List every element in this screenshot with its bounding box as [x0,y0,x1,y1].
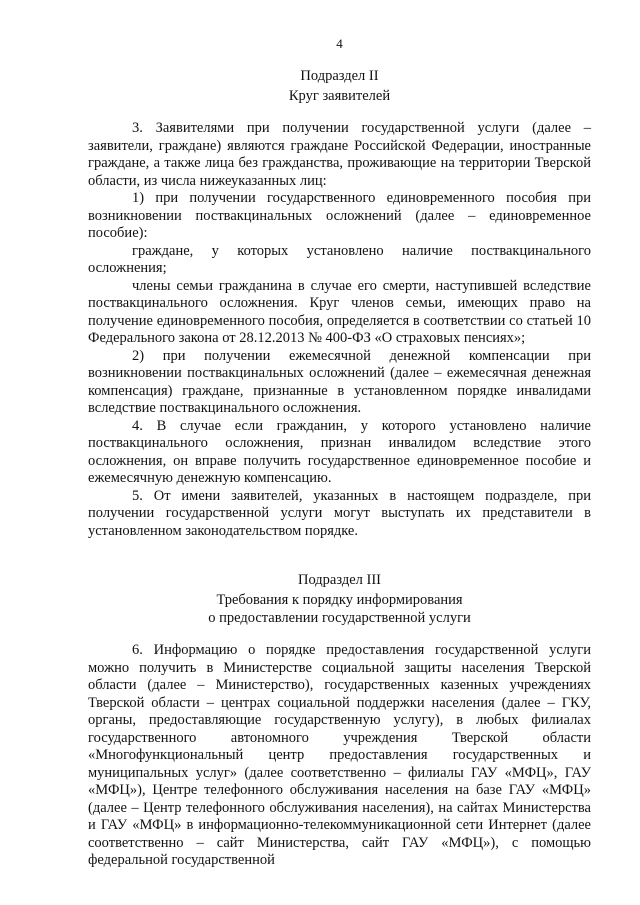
page-number: 4 [336,36,343,51]
paragraph-3-1: 1) при получении государственного единовременного пособия при возникновении поствакцинальных осложнений (далее – единовременное пособие): [88,190,591,241]
paragraph-3-2: 2) при получении ежемесячной денежной компенсации при возникновении поствакцинальных осложнений (далее – ежемесячная денежная компенсация) граждане, признанные в установленном порядке инвалидами вследствие поствакцинального осложнения. [88,347,591,416]
section-2-title: Круг заявителей [288,88,391,104]
paragraph-4: 4. В случае если гражданин, у которого установлено наличие поствакцинального осложнения, признан инвалидом вследствие этого осложнения, он вправе получить государственное единовременное пособие и ежемесячную денежную компенсацию. [88,417,591,486]
paragraph-5: 5. От имени заявителей, указанных в настоящем подразделе, при получении государственной услуги могут выступать их представители в установленном законодательством порядке. [88,487,591,539]
paragraph-6: 6. Информацию о порядке предоставления государственной услуги можно получить в Министерстве социальной защиты населения Тверской области (далее – Министерство), государственных казенных учреждениях Тверской области – центрах социальной поддержки населения (далее – ГКУ, органы, предоставляющие государственную услугу), в любых филиалах государственного автономного учреждения Тверской области «Многофункциональный центр предоставления государственных и муниципальных услуг» (далее соответственно – филиалы ГАУ «МФЦ», ГАУ «МФЦ»), Центре телефонного обслуживания населения на базе ГАУ «МФЦ» (далее – Центр телефонного обслуживания населения), на сайтах Министерства и ГАУ «МФЦ» в информационно-телекоммуникационной сети Интернет (далее соответственно – сайт Министерства, сайт ГАУ «МФЦ»), с помощью федеральной государственной [88,642,591,868]
section-3-title-line-2: о предоставлении государственной услуги [208,610,471,626]
section-2-body [88,120,591,540]
section-2-heading: Подраздел II [300,68,379,84]
section-3-heading: Подраздел III [298,572,381,588]
paragraph-3-1-a: граждане, у которых установлено наличие поствакцинального осложнения; [88,242,591,276]
paragraph-3-1-b: члены семьи гражданина в случае его смерти, наступившей вследствие поствакцинального осложнения. Круг членов семьи, имеющих право на получение единовременного пособия, определяется в соответствии со статьей 10 Федерального закона от 28.12.2013 № 400-ФЗ «О страховых пенсиях»; [88,277,591,346]
paragraph-3: 3. Заявителями при получении государственной услуги (далее – заявители, граждане) являются граждане Российской Федерации, иностранные граждане, а также лица без гражданства, проживающие на территории Тверской области, из числа нижеуказанных лиц: [88,120,591,189]
section-3-title-line-1: Требования к порядку информирования [216,592,463,608]
section-3-body [88,642,591,870]
